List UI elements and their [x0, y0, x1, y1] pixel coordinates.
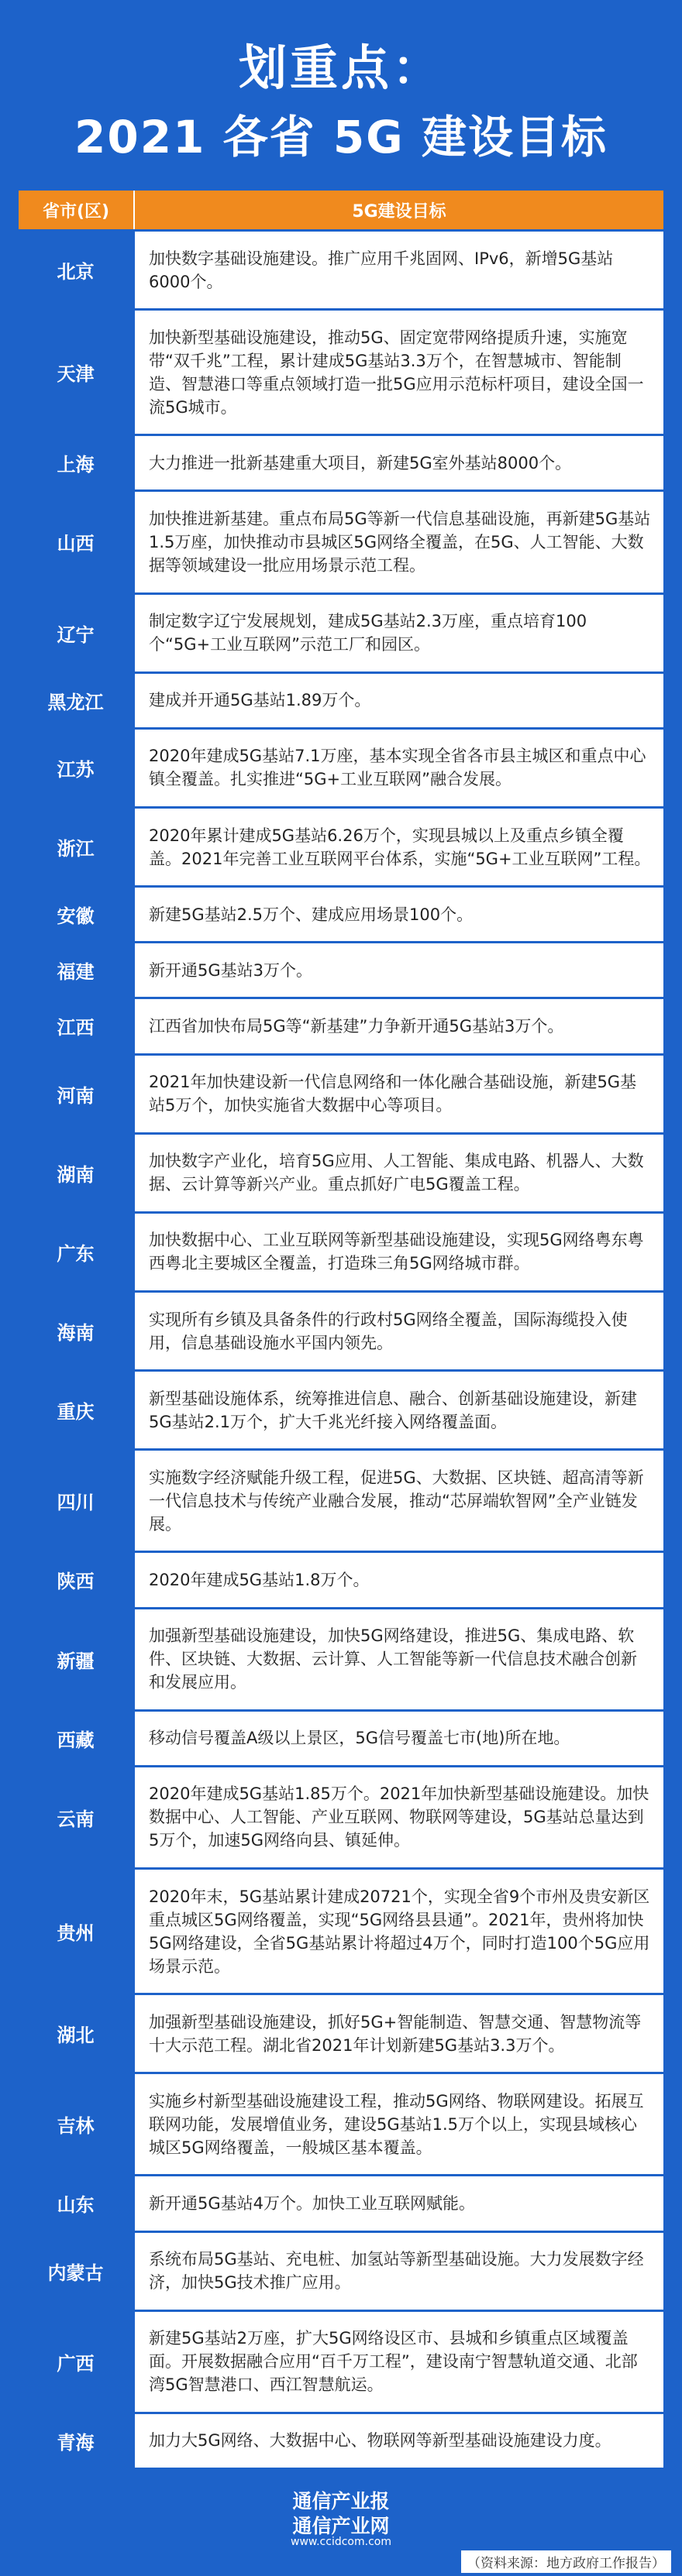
column-header-province: 省市(区) — [19, 191, 135, 229]
province-cell: 江苏 — [19, 730, 135, 806]
province-cell: 内蒙古 — [19, 2233, 135, 2310]
province-cell: 广西 — [19, 2312, 135, 2412]
goal-cell: 实现所有乡镇及具备条件的行政村5G网络全覆盖，国际海缆投入使用，信息基础设施水平国内领先。 — [135, 1293, 663, 1369]
goal-cell: 新型基础设施体系，统筹推进信息、融合、创新基础设施建设，新建5G基站2.1万个，扩大千兆光纤接入网络覆盖面。 — [135, 1372, 663, 1448]
goal-cell: 实施数字经济赋能升级工程，促进5G、大数据、区块链、超高清等新一代信息技术与传统产业融合发展，推动“芯屏端软智网”全产业链发展。 — [135, 1451, 663, 1551]
goal-cell: 系统布局5G基站、充电桩、加氢站等新型基础设施。大力发展数字经济，加快5G技术推广应用。 — [135, 2233, 663, 2310]
province-cell: 北京 — [19, 232, 135, 308]
province-cell: 上海 — [19, 436, 135, 489]
goal-cell: 加快数字产业化，培育5G应用、人工智能、集成电路、机器人、大数据、云计算等新兴产业。重点抓好广电5G覆盖工程。 — [135, 1135, 663, 1211]
table-row — [19, 1765, 663, 1867]
table-row — [19, 2072, 663, 2174]
table-row — [19, 1993, 663, 2072]
province-cell: 浙江 — [19, 809, 135, 885]
goal-cell: 实施乡村新型基础设施建设工程，推动5G网络、物联网建设。拓展互联网功能，发展增值业务，建设5G基站1.5万个以上，实现县域核心城区5G网络覆盖，一般城区基本覆盖。 — [135, 2074, 663, 2174]
brand-line2: 通信产业网 — [292, 2515, 390, 2537]
table-row — [19, 1448, 663, 1551]
column-header-goal: 5G建设目标 — [352, 201, 446, 222]
province-cell: 江西 — [19, 999, 135, 1053]
goal-cell: 加快新型基础设施建设，推动5G、固定宽带网络提质升速，实施宽带“双千兆”工程，累计建成5G基站3.3万个，在智慧城市、智能制造、智慧港口等重点领域打造一批5G应用示范标杆项目，建设全国一流5G城市。 — [135, 311, 663, 434]
table-row — [19, 727, 663, 806]
province-cell: 重庆 — [19, 1372, 135, 1448]
goal-cell: 加强新型基础设施建设，抓好5G+智能制造、智慧交通、智慧物流等十大示范工程。湖北省2021年计划新建5G基站3.3万个。 — [135, 1995, 663, 2072]
table-row — [19, 1211, 663, 1290]
goal-cell: 江西省加快布局5G等“新基建”力争新开通5G基站3万个。 — [135, 999, 663, 1053]
footer — [0, 2471, 682, 2576]
table-row — [19, 308, 663, 434]
page-title-line2: 2021 各省 5G 建设目标 — [74, 111, 608, 163]
table-row — [19, 1867, 663, 1993]
table-body — [19, 229, 663, 2468]
province-cell: 贵州 — [19, 1870, 135, 1993]
table-row — [19, 2231, 663, 2310]
table-row — [19, 671, 663, 727]
table-row — [19, 941, 663, 997]
province-cell: 新疆 — [19, 1609, 135, 1709]
province-cell: 云南 — [19, 1767, 135, 1867]
goal-cell: 2020年建成5G基站7.1万座，基本实现全省各市县主城区和重点中心镇全覆盖。扎实推进“5G+工业互联网”融合发展。 — [135, 730, 663, 806]
brand-url: www.ccidcom.com — [291, 2536, 391, 2548]
table-row — [19, 592, 663, 671]
goal-cell: 加快数字基础设施建设。推广应用千兆固网、IPv6，新增5G基站6000个。 — [135, 232, 663, 308]
goal-cell: 大力推进一批新基建重大项目，新建5G室外基站8000个。 — [135, 436, 663, 489]
province-cell: 湖北 — [19, 1995, 135, 2072]
table-row — [19, 1369, 663, 1448]
source-note: （资料来源：地方政府工作报告） — [461, 2550, 671, 2573]
table-row — [19, 885, 663, 941]
table-row — [19, 1709, 663, 1765]
province-cell: 吉林 — [19, 2074, 135, 2174]
province-cell: 山西 — [19, 492, 135, 592]
table-row — [19, 2174, 663, 2230]
goal-cell: 新建5G基站2.5万个、建成应用场景100个。 — [135, 888, 663, 941]
goal-cell: 加力大5G网络、大数据中心、物联网等新型基础设施建设力度。 — [135, 2414, 663, 2468]
province-cell: 辽宁 — [19, 595, 135, 671]
province-cell: 海南 — [19, 1293, 135, 1369]
brand-line1: 通信产业报 — [292, 2490, 390, 2512]
table-row — [19, 1132, 663, 1211]
goal-cell: 2020年建成5G基站1.85万个。2021年加快新型基础设施建设。加快数据中心、人工智能、产业互联网、物联网等建设，5G基站总量达到5万个，加速5G网络向县、镇延伸。 — [135, 1767, 663, 1867]
province-cell: 陕西 — [19, 1553, 135, 1606]
province-cell: 广东 — [19, 1214, 135, 1290]
table-row — [19, 489, 663, 592]
table-row — [19, 806, 663, 885]
province-cell: 天津 — [19, 311, 135, 434]
table-row — [19, 434, 663, 489]
table-row — [19, 2412, 663, 2468]
goal-cell: 加快数据中心、工业互联网等新型基础设施建设，实现5G网络粤东粤西粤北主要城区全覆盖，打造珠三角5G网络城市群。 — [135, 1214, 663, 1290]
table-row — [19, 1290, 663, 1369]
table-row — [19, 2310, 663, 2412]
goal-cell: 2020年末，5G基站累计建成20721个，实现全省9个市州及贵安新区重点城区5G网络覆盖，实现“5G网络县县通”。2021年，贵州将加快5G网络建设，全省5G基站累计将超过4万个，同时打造100个5G应用场景示范。 — [135, 1870, 663, 1993]
goal-cell: 2021年加快建设新一代信息网络和一体化融合基础设施，新建5G基站5万个，加快实施省大数据中心等项目。 — [135, 1056, 663, 1132]
table-row — [19, 1607, 663, 1709]
table-row — [19, 1551, 663, 1606]
header — [0, 0, 682, 186]
table-row — [19, 229, 663, 308]
page-title-line1: 划重点： — [238, 39, 443, 96]
province-cell: 西藏 — [19, 1712, 135, 1765]
goal-cell: 2020年累计建成5G基站6.26万个，实现县城以上及重点乡镇全覆盖。2021年完善工业互联网平台体系，实施“5G+工业互联网”工程。 — [135, 809, 663, 885]
goal-cell: 制定数字辽宁发展规划，建成5G基站2.3万座，重点培育100个“5G+工业互联网”示范工厂和园区。 — [135, 595, 663, 671]
table-header — [19, 191, 663, 229]
province-cell: 青海 — [19, 2414, 135, 2468]
province-cell: 黑龙江 — [19, 674, 135, 727]
goal-cell: 加强新型基础设施建设，加快5G网络建设，推进5G、集成电路、软件、区块链、大数据、云计算、人工智能等新一代信息技术融合创新和发展应用。 — [135, 1609, 663, 1709]
province-cell: 安徽 — [19, 888, 135, 941]
goal-cell: 2020年建成5G基站1.8万个。 — [135, 1553, 663, 1606]
province-cell: 湖南 — [19, 1135, 135, 1211]
goal-cell: 移动信号覆盖A级以上景区，5G信号覆盖七市(地)所在地。 — [135, 1712, 663, 1765]
goal-cell: 新开通5G基站3万个。 — [135, 943, 663, 997]
table-row — [19, 1053, 663, 1132]
province-cell: 四川 — [19, 1451, 135, 1551]
province-cell: 山东 — [19, 2176, 135, 2230]
goal-cell: 新建5G基站2万座，扩大5G网络设区市、县城和乡镇重点区域覆盖面。开展数据融合应用“百千万工程”，建设南宁智慧轨道交通、北部湾5G智慧港口、西江智慧航运。 — [135, 2312, 663, 2412]
goal-cell: 建成并开通5G基站1.89万个。 — [135, 674, 663, 727]
goal-cell: 加快推进新基建。重点布局5G等新一代信息基础设施，再新建5G基站1.5万座，加快推动市县城区5G网络全覆盖，在5G、人工智能、大数据等领域建设一批应用场景示范工程。 — [135, 492, 663, 592]
table-row — [19, 997, 663, 1053]
goals-table — [19, 191, 663, 2468]
province-cell: 福建 — [19, 943, 135, 997]
province-cell: 河南 — [19, 1056, 135, 1132]
goal-cell: 新开通5G基站4万个。加快工业互联网赋能。 — [135, 2176, 663, 2230]
